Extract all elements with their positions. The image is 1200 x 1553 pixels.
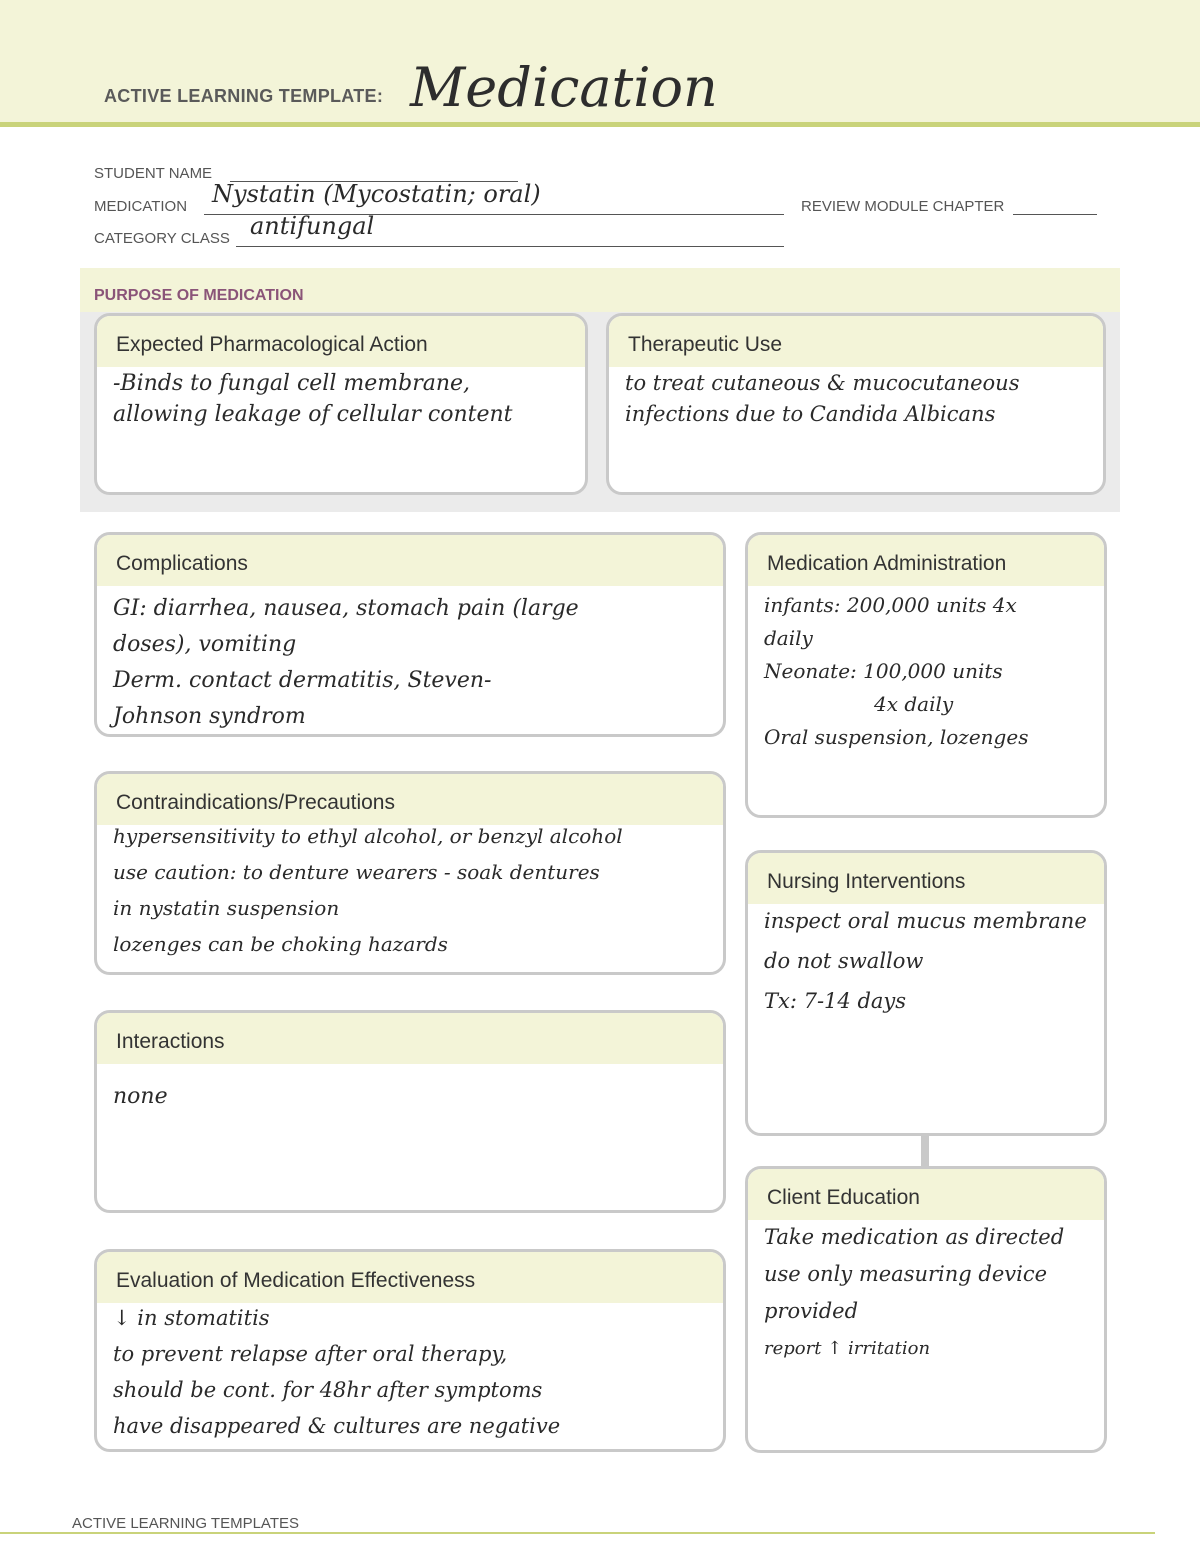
therapeutic-use-title: Therapeutic Use: [628, 333, 783, 356]
footer-rule: [0, 1532, 1155, 1534]
text-line: Derm. contact dermatitis, Steven-: [113, 668, 492, 693]
nursing-interventions-content[interactable]: [764, 901, 1094, 1021]
text-line: use only measuring device: [764, 1262, 1048, 1286]
text-line: report ↑ irritation: [764, 1338, 931, 1359]
medication-label: MEDICATION: [94, 198, 188, 215]
text-line: to treat cutaneous & mucocutaneous: [625, 371, 1020, 395]
therapeutic-use-content[interactable]: [625, 368, 1093, 430]
complications-title: Complications: [116, 552, 248, 575]
connector-line: [921, 1134, 929, 1166]
header-rule: [0, 122, 1200, 127]
medication-administration-title: Medication Administration: [767, 552, 1007, 575]
interactions-title: Interactions: [116, 1030, 225, 1053]
client-education-box: [745, 1166, 1107, 1453]
text-line: use caution: to denture wearers - soak dentures: [113, 860, 600, 884]
text-line: infants: 200,000 units 4x: [764, 593, 1017, 617]
medication-administration-box: [745, 532, 1107, 818]
medication-administration-content[interactable]: [764, 589, 1094, 754]
complications-box: [94, 532, 726, 737]
text-line: should be cont. for 48hr after symptoms: [113, 1378, 543, 1402]
evaluation-title: Evaluation of Medication Effectiveness: [116, 1269, 476, 1292]
text-line: Neonate: 100,000 units: [764, 659, 1003, 683]
text-line: doses), vomiting: [113, 632, 297, 657]
text-line: Tx: 7-14 days: [764, 989, 907, 1013]
expected-action-content[interactable]: [113, 368, 575, 430]
text-line: provided: [764, 1299, 859, 1323]
text-line: inspect oral mucus membrane: [764, 909, 1087, 933]
medication-value: Nystatin (Mycostatin; oral): [212, 180, 541, 208]
expected-action-title: Expected Pharmacological Action: [116, 333, 428, 356]
category-class-field[interactable]: [236, 246, 784, 247]
text-line: to prevent relapse after oral therapy,: [113, 1342, 508, 1366]
therapeutic-use-box: [606, 313, 1106, 495]
page-title: Medication: [410, 56, 718, 119]
category-class-label: CATEGORY CLASS: [94, 230, 230, 247]
evaluation-box: [94, 1249, 726, 1452]
client-education-title: Client Education: [767, 1186, 920, 1209]
client-education-content[interactable]: [764, 1219, 1094, 1367]
text-line: lozenges can be choking hazards: [113, 932, 448, 956]
expected-action-box: [94, 313, 588, 495]
text-line: none: [113, 1084, 168, 1109]
text-line: ↓ in stomatitis: [113, 1306, 270, 1330]
text-line: have disappeared & cultures are negative: [113, 1414, 561, 1438]
evaluation-content[interactable]: [113, 1300, 713, 1444]
nursing-interventions-box: [745, 850, 1107, 1136]
contraindications-box: [94, 771, 726, 975]
text-line: daily: [764, 626, 813, 650]
text-line: Johnson syndrom: [113, 704, 306, 729]
interactions-content[interactable]: [113, 1081, 713, 1112]
text-line: Oral suspension, lozenges: [764, 725, 1029, 749]
interactions-box: [94, 1010, 726, 1213]
contraindications-title: Contraindications/Precautions: [116, 791, 395, 814]
text-line: in nystatin suspension: [113, 896, 340, 920]
footer-label: ACTIVE LEARNING TEMPLATES: [72, 1515, 299, 1532]
template-label: ACTIVE LEARNING TEMPLATE:: [104, 86, 384, 106]
student-name-label: STUDENT NAME: [94, 165, 213, 182]
purpose-label: PURPOSE OF MEDICATION: [94, 287, 304, 304]
text-line: allowing leakage of cellular content: [113, 402, 513, 427]
review-module-field[interactable]: [1013, 214, 1097, 215]
text-line: do not swallow: [764, 949, 924, 973]
text-line: Take medication as directed: [764, 1225, 1065, 1249]
complications-content[interactable]: [113, 591, 713, 735]
text-line: hypersensitivity to ethyl alcohol, or benzyl alcohol: [113, 824, 623, 848]
text-line: infections due to Candida Albicans: [625, 402, 996, 426]
text-line: GI: diarrhea, nausea, stomach pain (large: [113, 596, 579, 621]
text-line: 4x daily: [874, 692, 954, 716]
contraindications-content[interactable]: [113, 818, 713, 962]
category-class-value: antifungal: [250, 212, 375, 240]
text-line: -Binds to fungal cell membrane,: [113, 371, 471, 396]
nursing-interventions-title: Nursing Interventions: [767, 870, 966, 893]
review-module-label: REVIEW MODULE CHAPTER: [801, 198, 1005, 215]
